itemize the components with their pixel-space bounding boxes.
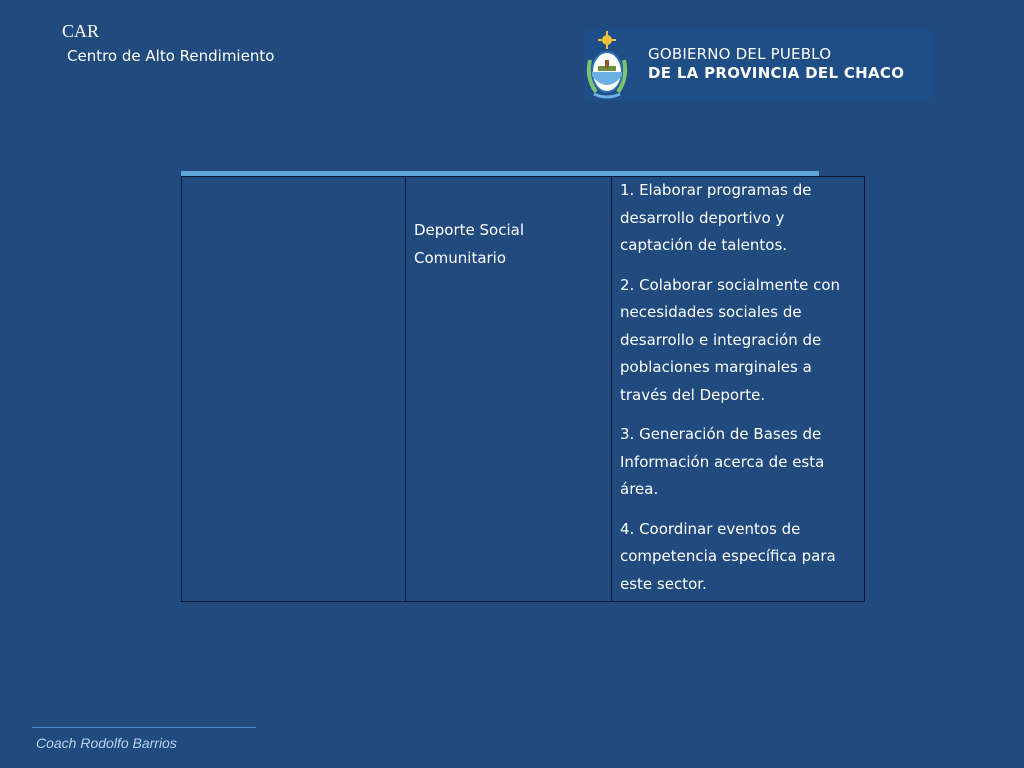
- header-subtitle: Centro de Alto Rendimiento: [67, 47, 275, 65]
- objective-item: 1. Elaborar programas de desarrollo deportivo y captación de talentos.: [620, 181, 812, 254]
- objectives-table: [181, 176, 865, 602]
- header-title: CAR: [62, 21, 100, 41]
- objective-item: 3. Generación de Bases de Información acerca de esta área.: [620, 425, 825, 498]
- logo-text: [648, 45, 904, 83]
- government-logo: [584, 30, 934, 102]
- footer-author: Coach Rodolfo Barrios: [36, 735, 177, 751]
- table-cell-area: Deporte Social Comunitario: [406, 177, 612, 602]
- logo-line1: GOBIERNO DEL PUEBLO: [648, 45, 832, 63]
- table-cell-empty: [182, 177, 406, 602]
- table-cell-objectives: [612, 177, 865, 602]
- objective-item: 2. Colaborar socialmente con necesidades sociales de desarrollo e integración de poblaciones marginales a través del Deporte.: [620, 275, 841, 404]
- footer-divider: [32, 727, 256, 728]
- table-row: [182, 177, 865, 602]
- logo-line2: DE LA PROVINCIA DEL CHACO: [648, 64, 905, 82]
- objectives-table-container: [181, 171, 841, 603]
- objective-item: 4. Coordinar eventos de competencia específica para este sector.: [620, 519, 836, 593]
- province-coat-of-arms-icon: [584, 30, 630, 102]
